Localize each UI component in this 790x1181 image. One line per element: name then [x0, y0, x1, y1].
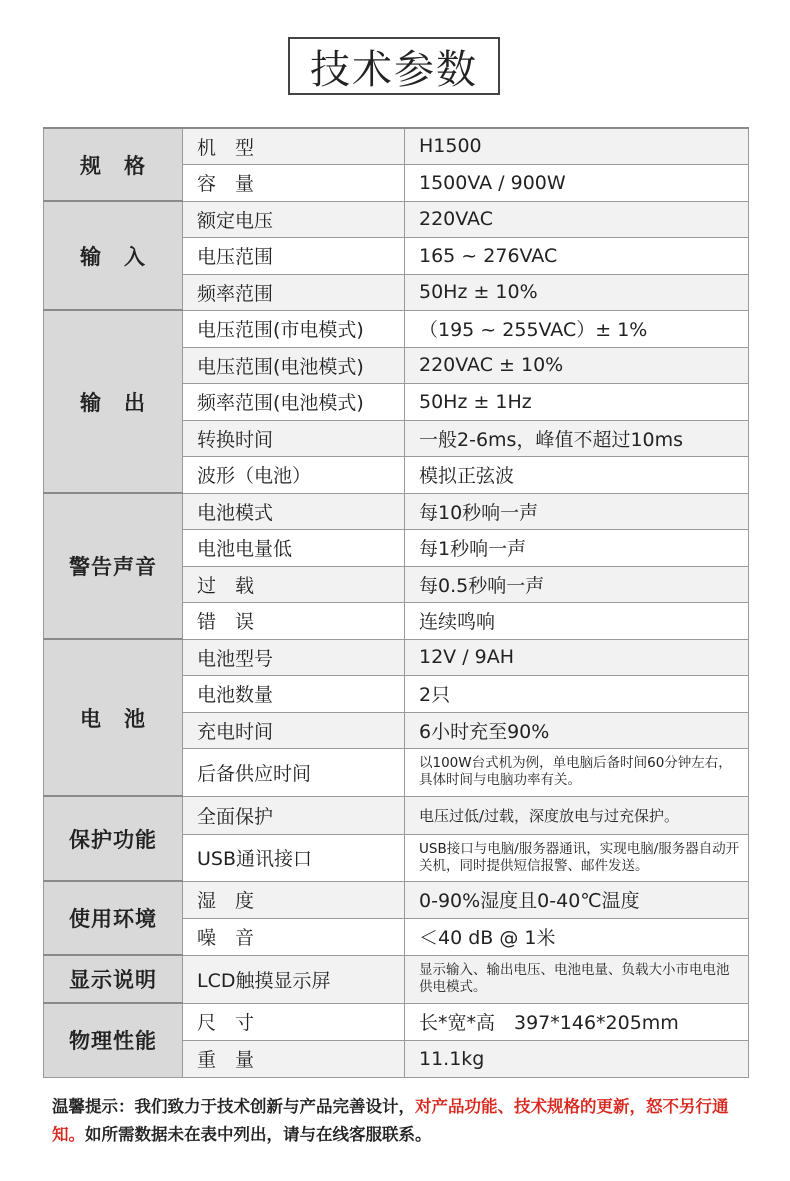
page-title: 技术参数 [288, 37, 500, 95]
value-cell: 50Hz ± 1Hz [405, 383, 749, 420]
notice-contact: 如所需数据未在表中列出，请与在线客服联系。 [85, 1125, 432, 1144]
value-cell: ＜40 dB @ 1米 [405, 918, 749, 955]
value-cell: 220VAC ± 10% [405, 347, 749, 383]
category-cell: 物理性能 [44, 1003, 183, 1077]
category-cell: 显示说明 [44, 955, 183, 1003]
table-row [44, 639, 749, 675]
item-cell: 后备供应时间 [183, 748, 405, 796]
value-cell: 显示输入、输出电压、电池电量、负载大小市电电池供电模式。 [405, 955, 749, 1003]
item-cell: 电池数量 [183, 675, 405, 712]
table-row [44, 881, 749, 918]
item-cell: 电压范围(市电模式) [183, 310, 405, 347]
value-cell: 每10秒响一声 [405, 493, 749, 529]
item-cell: 转换时间 [183, 420, 405, 456]
value-cell: （195 ~ 255VAC）± 1% [405, 310, 749, 347]
value-cell: 每1秒响一声 [405, 529, 749, 566]
value-cell: H1500 [405, 128, 749, 164]
value-cell: 11.1kg [405, 1040, 749, 1077]
notice-text [52, 1093, 752, 1149]
table-row [44, 493, 749, 529]
table-row [44, 1003, 749, 1040]
item-cell: USB通讯接口 [183, 834, 405, 881]
item-cell: 机 型 [183, 128, 405, 164]
table-row [44, 201, 749, 237]
table-row [44, 955, 749, 1003]
table-row [44, 128, 749, 164]
notice-warning: 对产品功能、技术规格的更新，怒不另行通知。 [52, 1097, 729, 1144]
value-cell: 6小时充至90% [405, 712, 749, 748]
value-cell: 12V / 9AH [405, 639, 749, 675]
category-cell: 输 出 [44, 310, 183, 493]
category-cell: 电 池 [44, 639, 183, 796]
category-cell: 警告声音 [44, 493, 183, 639]
item-cell: 过 载 [183, 566, 405, 602]
item-cell: 湿 度 [183, 881, 405, 918]
item-cell: 错 误 [183, 602, 405, 639]
item-cell: 电压范围 [183, 237, 405, 274]
item-cell: LCD触摸显示屏 [183, 955, 405, 1003]
table-row [44, 310, 749, 347]
spec-table [43, 127, 749, 1078]
value-cell: 长*宽*高 397*146*205mm [405, 1003, 749, 1040]
item-cell: 波形（电池） [183, 456, 405, 493]
item-cell: 电压范围(电池模式) [183, 347, 405, 383]
value-cell: 220VAC [405, 201, 749, 237]
item-cell: 电池电量低 [183, 529, 405, 566]
table-row [44, 796, 749, 834]
item-cell: 频率范围(电池模式) [183, 383, 405, 420]
item-cell: 电池模式 [183, 493, 405, 529]
item-cell: 尺 寸 [183, 1003, 405, 1040]
item-cell: 电池型号 [183, 639, 405, 675]
value-cell: 50Hz ± 10% [405, 274, 749, 310]
value-cell: 每0.5秒响一声 [405, 566, 749, 602]
item-cell: 噪 音 [183, 918, 405, 955]
category-cell: 规 格 [44, 128, 183, 201]
category-cell: 输 入 [44, 201, 183, 310]
value-cell: 以100W台式机为例，单电脑后备时间60分钟左右，具体时间与电脑功率有关。 [405, 748, 749, 796]
item-cell: 全面保护 [183, 796, 405, 834]
value-cell: 0-90%湿度且0-40℃温度 [405, 881, 749, 918]
notice-intro: 温馨提示：我们致力于技术创新与产品完善设计， [52, 1097, 415, 1116]
value-cell: 165 ~ 276VAC [405, 237, 749, 274]
item-cell: 充电时间 [183, 712, 405, 748]
item-cell: 频率范围 [183, 274, 405, 310]
item-cell: 额定电压 [183, 201, 405, 237]
value-cell: 一般2-6ms，峰值不超过10ms [405, 420, 749, 456]
item-cell: 重 量 [183, 1040, 405, 1077]
value-cell: 电压过低/过载，深度放电与过充保护。 [405, 796, 749, 834]
value-cell: 1500VA / 900W [405, 164, 749, 201]
value-cell: USB接口与电脑/服务器通讯，实现电脑/服务器自动开关机，同时提供短信报警、邮件发送。 [405, 834, 749, 881]
item-cell: 容 量 [183, 164, 405, 201]
value-cell: 模拟正弦波 [405, 456, 749, 493]
value-cell: 2只 [405, 675, 749, 712]
value-cell: 连续鸣响 [405, 602, 749, 639]
category-cell: 保护功能 [44, 796, 183, 881]
category-cell: 使用环境 [44, 881, 183, 955]
